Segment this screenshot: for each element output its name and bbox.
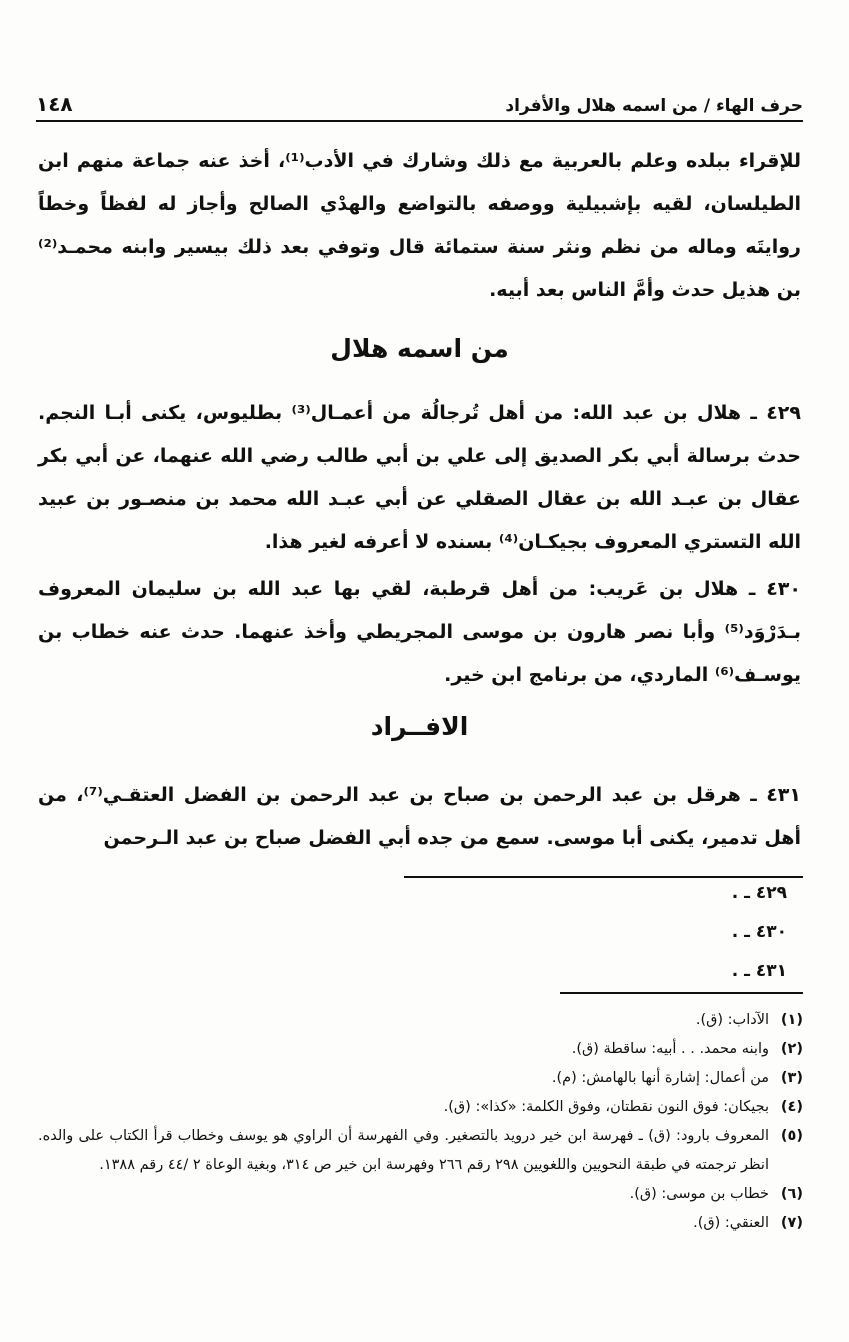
footnote-number: (١) bbox=[780, 1012, 803, 1028]
footnote-number: (٣) bbox=[780, 1070, 803, 1086]
reference-line-431: ٤٣١ ـ . bbox=[731, 961, 787, 981]
footnote-number: (٤) bbox=[780, 1099, 803, 1115]
footnote-text: العنقي: (ق). bbox=[693, 1215, 769, 1231]
footnote-number: (٢) bbox=[780, 1041, 803, 1057]
footnote-2 bbox=[38, 1035, 803, 1064]
source-references bbox=[587, 874, 787, 991]
entry-429: ٤٢٩ ـ هلال بن عبد الله: من أهل تُرجالُة من أعمـال⁽³⁾ بطليوس، يكنى أبـا النجم. حدث برسالة أبي بكر الصديق إلى علي بن أبي طالب رضي الله عنهما، عن أبي بكر عقال بن عبـد الله بن عقال الصقلي عن أبي عبـد الله محمد بن منصـور بن عبيد الله التستري المعروف بجيكـان⁽⁴⁾ بسنده لا أعرفه لغير هذا. bbox=[38, 402, 801, 553]
section-heading-hilal: من اسمه هلال bbox=[330, 334, 509, 363]
footnote-text: من أعمال: إشارة أنها بالهامش: (م). bbox=[551, 1070, 769, 1086]
entry-430: ٤٣٠ ـ هلال بن عَريب: من أهل قرطبة، لقي بها عبد الله بن سليمان المعروف بـدَرْوَد⁽⁵⁾ وأبا نصر هارون بن موسى المجريطي وأخذ عنهما. حدث عنه خطاب بن يوسـف⁽⁶⁾ الماردي، من برنامج ابن خير. bbox=[38, 578, 801, 686]
footnotes bbox=[38, 1006, 803, 1238]
footnote-text: وابنه محمد. . . أبيه: ساقطة (ق). bbox=[571, 1041, 769, 1057]
section-heading-afrad: الافــراد bbox=[370, 712, 469, 741]
footnote-1 bbox=[38, 1006, 803, 1035]
footnote-number: (٥) bbox=[780, 1128, 803, 1144]
footnote-text: المعروف بارود: (ق) ـ فهرسة ابن خير درويد بالتصغير. وفي الفهرسة أن الراوي هو يوسف وخطاب قرأ الكتاب على والده. انظر ترجمته في طبقة النحويين واللغويين ٢٩٨ رقم ٢٦٦ وفهرسة ابن خير ص ٣١٤، وبغية الوعاة ٢ /٤٤ رقم ١٣٨٨. bbox=[38, 1128, 769, 1173]
intro-paragraph-block bbox=[38, 140, 801, 312]
footnote-4 bbox=[38, 1093, 803, 1122]
entry-430-block bbox=[38, 568, 801, 697]
footnote-number: (٧) bbox=[780, 1215, 803, 1231]
entry-431-block bbox=[38, 774, 801, 860]
footnote-text: بجيكان: فوق النون نقطتان، وفوق الكلمة: «كذا»: (ق). bbox=[443, 1099, 769, 1115]
entry-431: ٤٣١ ـ هرقل بن عبد الرحمن بن صباح بن عبد الرحمن بن الفضل العتقـي⁽⁷⁾، من أهل تدمير، يكنى أبا موسى. سمع من جده أبي الفضل صباح بن عبد الـرحمن bbox=[38, 784, 801, 849]
footnote-text: الآداب: (ق). bbox=[695, 1012, 769, 1028]
running-title: حرف الهاء / من اسمه هلال والأفراد bbox=[505, 96, 803, 116]
footnote-3 bbox=[38, 1064, 803, 1093]
page-number: ١٤٨ bbox=[36, 92, 73, 116]
footnote-7 bbox=[38, 1209, 803, 1238]
entry-429-block bbox=[38, 392, 801, 564]
footnote-5 bbox=[38, 1122, 803, 1180]
reference-line-429: ٤٢٩ ـ . bbox=[731, 883, 787, 903]
intro-paragraph: للإقراء ببلده وعلم بالعربية مع ذلك وشارك في الأدب⁽¹⁾، أخذ عنه جماعة منهم ابن الطيلسان، لقيه بإشبيلية ووصفه بالتواضع والهدْي الصالح وأجاز له لفظاً وخطاً روايتَه وماله من نظم ونثر سنة ستمائة قال وتوفي بعد ذلك بيسير وابنه محمـد⁽²⁾ بن هذيل حدث وأمَّ الناس بعد أبيه. bbox=[38, 150, 802, 301]
reference-line-430: ٤٣٠ ـ . bbox=[731, 922, 787, 942]
footnote-6 bbox=[38, 1180, 803, 1209]
footnotes-separator bbox=[560, 992, 803, 994]
footnote-number: (٦) bbox=[780, 1186, 803, 1202]
page-header bbox=[36, 86, 803, 122]
footnote-text: خطاب بن موسى: (ق). bbox=[629, 1186, 769, 1202]
